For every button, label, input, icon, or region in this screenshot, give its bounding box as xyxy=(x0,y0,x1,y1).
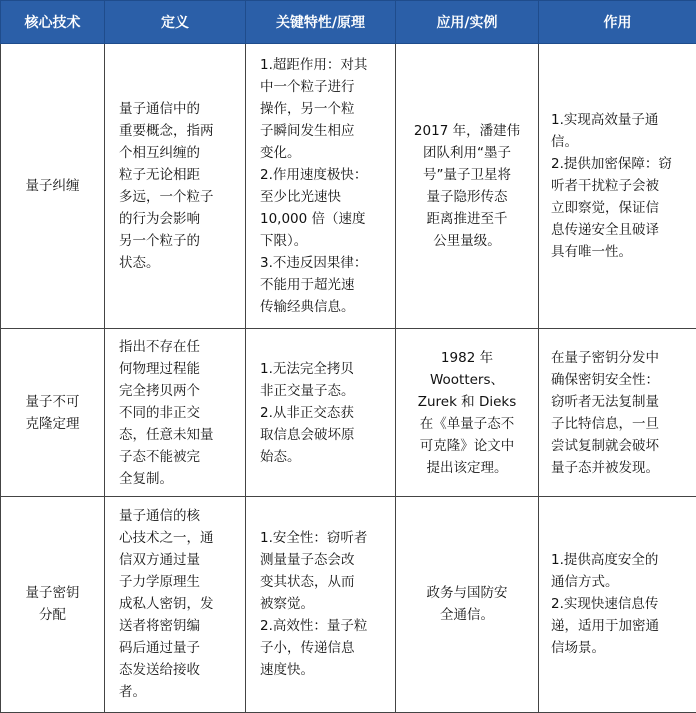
cell-tech: 量子密钥 分配 xyxy=(1,496,105,712)
header-effect: 作用 xyxy=(539,1,696,44)
table-row xyxy=(1,44,696,329)
cell-effect: 1.提供高度安全的 通信方式。 2.实现快速信息传 递，适用于加密通 信场景。 xyxy=(539,496,696,712)
table-row xyxy=(1,496,696,712)
cell-features: 1.无法完全拷贝 非正交量子态。 2.从非正交态获 取信息会破坏原 始态。 xyxy=(246,329,396,496)
table-row xyxy=(1,329,696,496)
header-core-tech: 核心技术 xyxy=(1,1,105,44)
cell-effect: 在量子密钥分发中 确保密钥安全性： 窃听者无法复制量 子比特信息，一旦 尝试复制就会破坏 量子态并被发现。 xyxy=(539,329,696,496)
header-row xyxy=(1,1,696,44)
cell-features: 1.超距作用：对其 中一个粒子进行 操作，另一个粒 子瞬间发生相应 变化。 2.作用速度极快： 至少比光速快 10,000 倍（速度 下限）。 3.不违反因果律： 不能用于超光速 传输经典信息。 xyxy=(246,44,396,329)
cell-application: 政务与国防安 全通信。 xyxy=(396,496,539,712)
cell-tech: 量子不可 克隆定理 xyxy=(1,329,105,496)
cell-definition: 量子通信中的 重要概念，指两 个相互纠缠的 粒子无论相距 多远，一个粒子 的行为会影响 另一个粒子的 状态。 xyxy=(105,44,246,329)
cell-application: 2017 年，潘建伟 团队利用“墨子 号”量子卫星将 量子隐形传态 距离推进至千 公里量级。 xyxy=(396,44,539,329)
header-application: 应用/实例 xyxy=(396,1,539,44)
cell-definition: 指出不存在任 何物理过程能 完全拷贝两个 不同的非正交 态，任意未知量 子态不能被完 全复制。 xyxy=(105,329,246,496)
cell-features: 1.安全性：窃听者 测量量子态会改 变其状态，从而 被察觉。 2.高效性：量子粒 子小，传递信息 速度快。 xyxy=(246,496,396,712)
cell-effect: 1.实现高效量子通 信。 2.提供加密保障：窃 听者干扰粒子会被 立即察觉，保证信 息传递安全且破译 具有唯一性。 xyxy=(539,44,696,329)
header-definition: 定义 xyxy=(105,1,246,44)
cell-application: 1982 年 Wootters、 Zurek 和 Dieks 在《单量子态不 可克隆》论文中 提出该定理。 xyxy=(396,329,539,496)
cell-tech: 量子纠缠 xyxy=(1,44,105,329)
header-key-features: 关键特性/原理 xyxy=(246,1,396,44)
cell-definition: 量子通信的核 心技术之一，通 信双方通过量 子力学原理生 成私人密钥，发 送者将密钥编 码后通过量子 态发送给接收 者。 xyxy=(105,496,246,712)
